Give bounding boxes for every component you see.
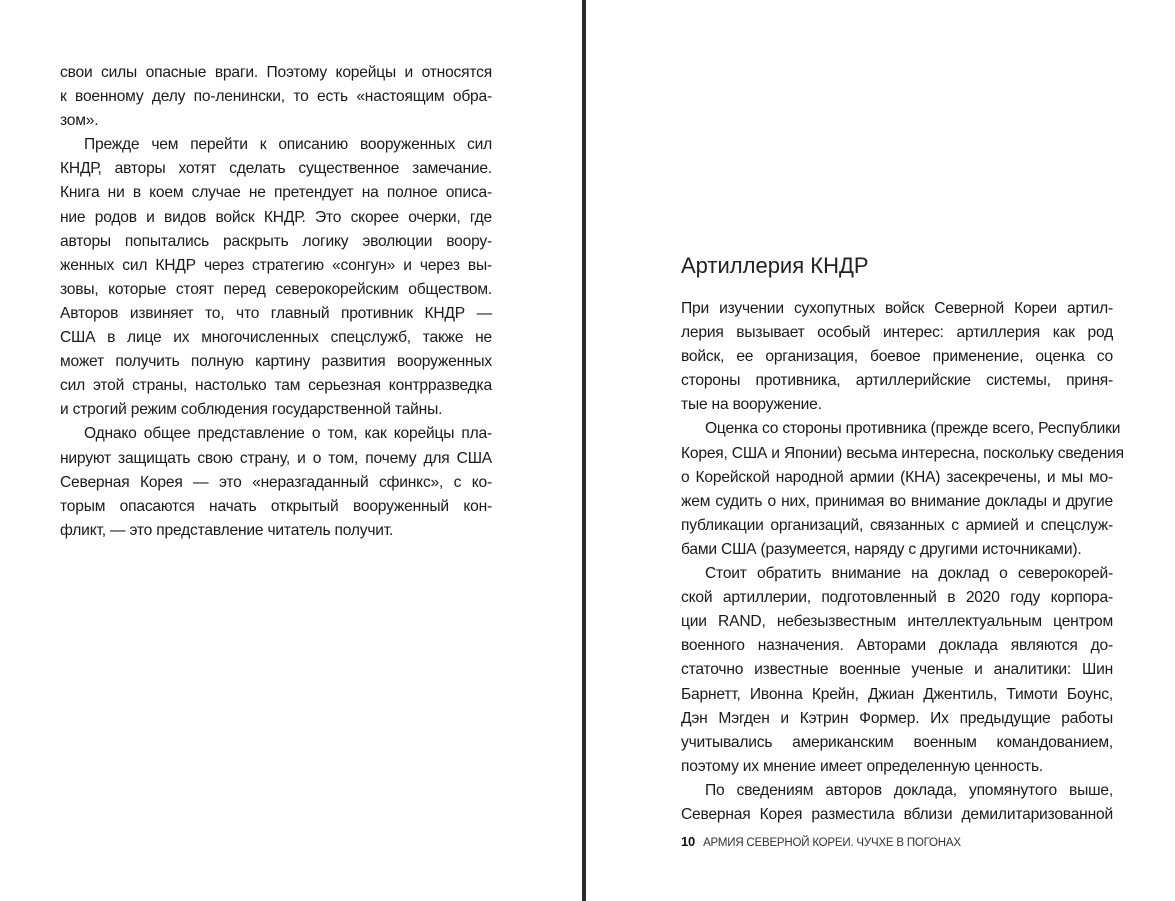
- text-line: Северная Корея — это «неразгаданный сфинкс», с ко-: [60, 473, 492, 491]
- text-line: США в лице их многочисленных спецслужб, также не: [60, 329, 492, 347]
- text-line: Авторов извиняет то, что главный противник КНДР —: [60, 304, 492, 322]
- paragraph: [681, 779, 1113, 827]
- text-line: По сведениям авторов доклада, упомянутого выше,: [705, 781, 1113, 799]
- right-page-text: [681, 297, 1124, 827]
- book-spine-divider: [582, 0, 586, 901]
- text-line: Оценка со стороны противника (прежде всего, Республики: [705, 420, 1121, 438]
- text-line: к военному делу по-ленински, то есть «настоящим обра-: [60, 88, 492, 106]
- text-line: Барнетт, Ивонна Крейн, Джиан Джентиль, Тимоти Боунс,: [681, 685, 1113, 703]
- text-line: фликт, — это представление читатель получит.: [60, 521, 394, 539]
- left-page-text: [60, 61, 492, 543]
- text-line: торым опасаются начать открытый вооруженный кон-: [60, 497, 492, 515]
- text-line: Дэн Мэгден и Кэтрин Формер. Их предыдущие работы: [681, 709, 1113, 727]
- section-heading: Артиллерия КНДР: [681, 253, 869, 278]
- text-line: Прежде чем перейти к описанию вооруженных сил: [84, 136, 492, 154]
- text-line: учитывались американским военным командованием,: [681, 733, 1113, 751]
- text-line: Однако общее представление о том, как корейцы пла-: [84, 425, 492, 443]
- text-line: авторы попытались раскрыть логику эволюции воору-: [60, 232, 492, 250]
- text-line: зовы, которые стоят перед северокорейским обществом.: [60, 280, 492, 298]
- text-line: сил этой страны, настолько там серьезная контрразведка: [60, 377, 492, 395]
- text-line: о Корейской народной армии (КНА) засекречены, и мы мо-: [681, 468, 1113, 486]
- text-line: бами США (разумеется, наряду с другими источниками).: [681, 540, 1082, 558]
- paragraph: [60, 133, 492, 422]
- text-line: Книга ни в коем случае не претендует на полное описа-: [60, 184, 492, 202]
- paragraph: [60, 422, 492, 542]
- text-line: статочно известные военные ученые и аналитики: Шин: [681, 661, 1113, 679]
- text-line: войск, ее организация, боевое применение, оценка со: [681, 348, 1113, 366]
- text-line: тые на вооружение.: [681, 396, 822, 414]
- text-line: Корея, США и Японии) весьма интересна, поскольку сведения: [681, 444, 1124, 462]
- page-number: 10: [681, 834, 696, 849]
- text-line: и строгий режим соблюдения государственной тайны.: [60, 401, 443, 419]
- text-line: женных сил КНДР через стратегию «сонгун» и через вы-: [60, 256, 492, 274]
- page-footer: [681, 834, 961, 849]
- text-line: КНДР, авторы хотят сделать существенное замечание.: [60, 160, 492, 178]
- text-line: При изучении сухопутных войск Северной Кореи артил-: [681, 300, 1113, 317]
- paragraph: [681, 417, 1124, 562]
- text-line: может получить полную картину развития вооруженных: [60, 353, 492, 371]
- text-line: ции RAND, небезызвестным интеллектуальным центром: [681, 613, 1113, 631]
- text-line: лерия вызывает особый интерес: артиллерия как род: [681, 324, 1113, 342]
- text-line: публикации организаций, связанных с армией и спецслуж-: [681, 516, 1113, 534]
- text-line: поэтому их мнение имеет определенную ценность.: [681, 757, 1044, 775]
- text-line: нируют защищать свою страну, и о том, почему для США: [60, 449, 492, 467]
- text-line: зом».: [60, 112, 99, 130]
- text-line: ние родов и видов войск КНДР. Это скорее очерки, где: [60, 208, 492, 226]
- text-line: ской артиллерии, подготовленный в 2020 году корпора-: [681, 589, 1113, 607]
- text-line: стороны противника, артиллерийские системы, приня-: [681, 372, 1113, 390]
- text-line: военного назначения. Авторами доклада являются до-: [681, 637, 1113, 655]
- text-line: жем судить о них, принимая во внимание доклады и другие: [681, 492, 1113, 510]
- text-line: Северная Корея разместила вблизи демилитаризованной: [681, 805, 1113, 823]
- paragraph: [681, 562, 1113, 779]
- text-line: свои силы опасные враги. Поэтому корейцы и относятся: [60, 64, 492, 81]
- paragraph: [60, 61, 492, 133]
- text-line: Стоит обратить внимание на доклад о северокорей-: [705, 565, 1113, 583]
- paragraph: [681, 297, 1113, 417]
- running-title: АРМИЯ СЕВЕРНОЙ КОРЕИ. ЧУЧХЕ В ПОГОНАХ: [703, 837, 961, 849]
